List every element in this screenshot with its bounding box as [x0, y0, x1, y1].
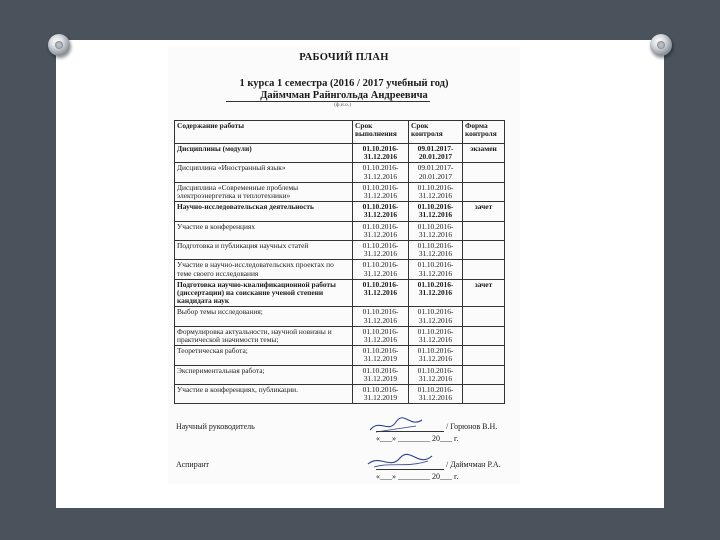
cell-form [463, 307, 505, 326]
document-subtitle: 1 курса 1 семестра (2016 / 2017 учебный год) [239, 78, 449, 89]
pushpin-icon [48, 34, 70, 56]
document-title: РАБОЧИЙ ПЛАН [299, 52, 389, 63]
table-row [175, 202, 505, 221]
cell-content: Дисциплина «Иностранный язык» [175, 163, 353, 182]
cell-deadline: 01.10.2016-31.12.2016 [353, 307, 409, 326]
cell-form [463, 241, 505, 260]
cell-form: зачет [463, 202, 505, 221]
cell-content: Формулировка актуальности, научной новизны и практической значимости темы; [175, 326, 353, 345]
cell-content: Участие в научно-исследовательских проектах по теме своего исследования [175, 260, 353, 279]
student-name: Даймчман Райнгольда Андреевича [168, 90, 520, 101]
cell-deadline: 01.10.2016-31.12.2016 [353, 163, 409, 182]
cell-deadline: 01.10.2016-31.12.2019 [353, 346, 409, 365]
cell-content: Участие в конференциях [175, 221, 353, 240]
cell-content: Дисциплины (модули) [175, 144, 353, 163]
student-role: Аспирант [176, 460, 210, 469]
cell-form: зачет [463, 279, 505, 307]
header-deadline: Срок выполнения [353, 121, 409, 144]
cell-form [463, 365, 505, 384]
signature-line [376, 431, 444, 432]
cell-content: Научно-исследовательская деятельность [175, 202, 353, 221]
cell-form [463, 221, 505, 240]
table-row [175, 241, 505, 260]
cell-deadline: 01.10.2016-31.12.2016 [353, 144, 409, 163]
cell-control: 01.10.2016-31.12.2016 [409, 260, 463, 279]
cell-content: Дисциплина «Современные проблемы электроэнергетика и теплотехники» [175, 182, 353, 201]
table-row [175, 144, 505, 163]
cell-control: 01.10.2016-31.12.2016 [409, 221, 463, 240]
table-row [175, 346, 505, 365]
cell-deadline: 01.10.2016-31.12.2016 [353, 182, 409, 201]
cell-content: Экспериментальная работа; [175, 365, 353, 384]
cell-deadline: 01.10.2016-31.12.2016 [353, 241, 409, 260]
header-control: Срок контроля [409, 121, 463, 144]
signature-line [376, 469, 444, 470]
table-body [175, 144, 505, 404]
cell-control: 01.10.2016-31.12.2016 [409, 182, 463, 201]
cell-control: 01.10.2016-31.12.2016 [409, 385, 463, 404]
cell-content: Участие в конференциях, публикации. [175, 385, 353, 404]
header-content: Содержание работы [175, 121, 353, 144]
supervisor-name: / Горюнов В.Н. [446, 422, 498, 431]
cell-form: экзамен [463, 144, 505, 163]
cell-content: Подготовка и публикация научных статей [175, 241, 353, 260]
cell-deadline: 01.10.2016-31.12.2016 [353, 326, 409, 345]
table-row [175, 182, 505, 201]
cell-deadline: 01.10.2016-31.12.2016 [353, 260, 409, 279]
scanned-document [168, 46, 520, 484]
cell-deadline: 01.10.2016-31.12.2016 [353, 202, 409, 221]
table-row [175, 385, 505, 404]
cell-control: 01.10.2016-31.12.2016 [409, 326, 463, 345]
cell-control: 01.10.2016-31.12.2016 [409, 202, 463, 221]
table-row [175, 221, 505, 240]
cell-form [463, 182, 505, 201]
handwritten-signature-icon [366, 414, 426, 436]
cell-deadline: 01.10.2016-31.12.2019 [353, 365, 409, 384]
student-date-line: «___» ________ 20___ г. [376, 472, 459, 481]
supervisor-date-line: «___» ________ 20___ г. [376, 434, 459, 443]
cell-form [463, 346, 505, 365]
cell-control: 01.10.2016-31.12.2016 [409, 365, 463, 384]
cell-control: 09.01.2017-20.01.2017 [409, 163, 463, 182]
supervisor-role: Научный руководитель [176, 422, 255, 431]
cell-control: 01.10.2016-31.12.2016 [409, 307, 463, 326]
pushpin-icon [650, 34, 672, 56]
cell-control: 01.10.2016-31.12.2016 [409, 346, 463, 365]
table-row [175, 279, 505, 307]
table-row [175, 365, 505, 384]
fio-caption: (ф.и.о.) [334, 102, 352, 108]
cell-control: 01.10.2016-31.12.2016 [409, 241, 463, 260]
cell-deadline: 01.10.2016-31.12.2016 [353, 221, 409, 240]
cell-control: 09.01.2017-20.01.2017 [409, 144, 463, 163]
table-row [175, 307, 505, 326]
cell-form [463, 163, 505, 182]
cell-deadline: 01.10.2016-31.12.2016 [353, 279, 409, 307]
cell-content: Подготовка научно-квалификационной работы (диссертации) на соискание ученой степени кандидата наук [175, 279, 353, 307]
cell-form [463, 326, 505, 345]
table-header-row [175, 121, 505, 144]
cell-form [463, 385, 505, 404]
table-row [175, 163, 505, 182]
table-row [175, 326, 505, 345]
cell-control: 01.10.2016-31.12.2016 [409, 279, 463, 307]
cell-form [463, 260, 505, 279]
cell-deadline: 01.10.2016-31.12.2019 [353, 385, 409, 404]
work-plan-table [174, 120, 505, 404]
cell-content: Теоретическая работа; [175, 346, 353, 365]
student-signature-name: / Даймчман Р.А. [446, 460, 501, 469]
table-row [175, 260, 505, 279]
handwritten-signature-icon [366, 452, 436, 474]
cell-content: Выбор темы исследования; [175, 307, 353, 326]
header-form: Форма контроля [463, 121, 505, 144]
